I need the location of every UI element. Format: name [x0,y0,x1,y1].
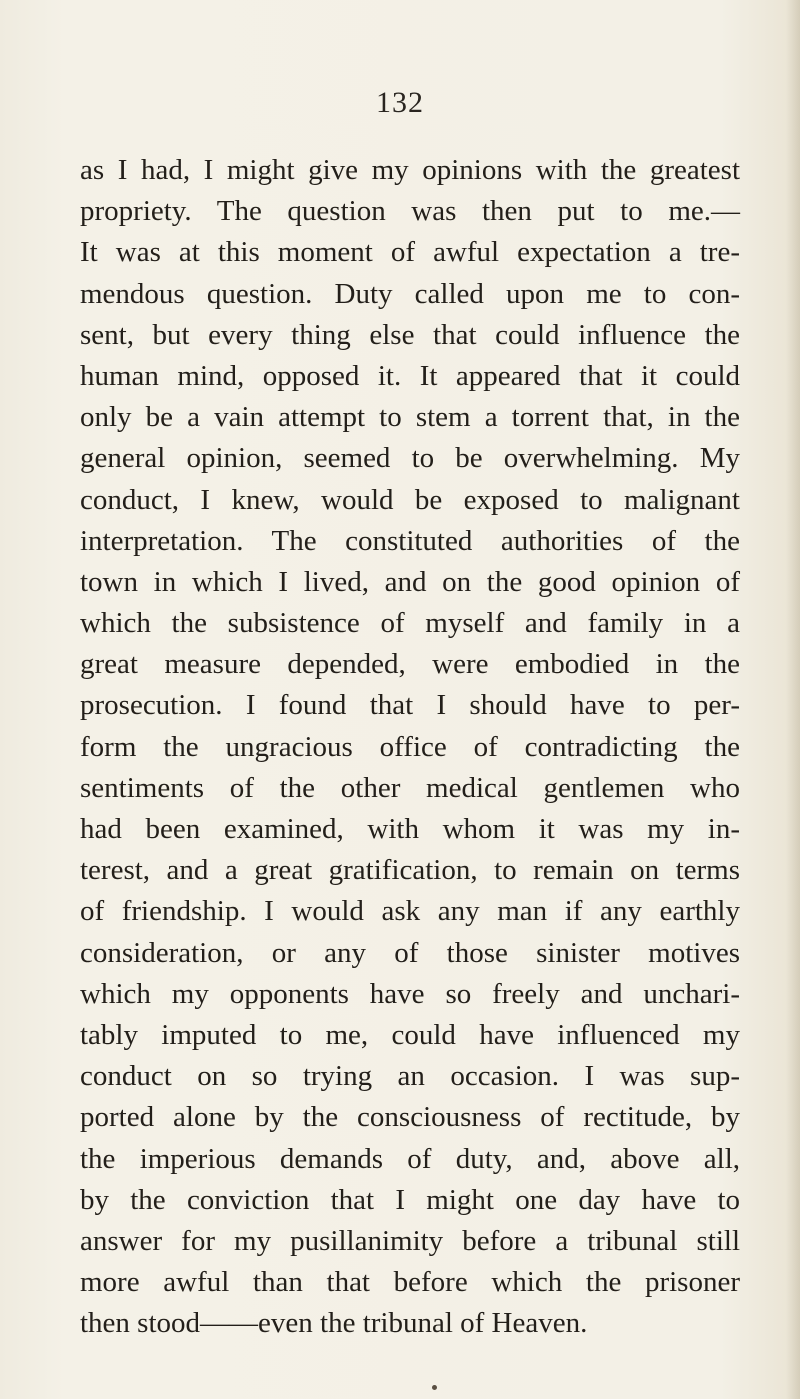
text-line: sent, but every thing else that could influence the [80,318,740,351]
page-edge-shadow [786,0,800,1399]
text-line: the imperious demands of duty, and, above all, [80,1142,740,1175]
text-line: terest, and a great gratification, to remain on terms [80,854,740,887]
text-line: conduct, I knew, would be exposed to malignant [80,483,740,516]
text-line: great measure depended, were embodied in the [80,648,740,681]
text-line: as I had, I might give my opinions with the greatest [80,154,740,186]
ink-speck [432,1385,437,1390]
text-line: propriety. The question was then put to me.— [80,195,740,228]
text-line: general opinion, seemed to be overwhelming. My [80,442,740,475]
text-line: conduct on so trying an occasion. I was sup- [80,1060,740,1093]
text-line: more awful than that before which the prisoner [80,1266,740,1299]
text-line: by the conviction that I might one day have to [80,1183,740,1216]
text-line: of friendship. I would ask any man if any earthly [80,895,740,928]
text-line: prosecution. I found that I should have to per- [80,689,740,722]
text-line: which the subsistence of myself and family in a [80,607,740,640]
text-line: town in which I lived, and on the good opinion of [80,565,740,598]
text-line: tably imputed to me, could have influenced my [80,1018,740,1051]
text-line: human mind, opposed it. It appeared that it could [80,359,740,392]
text-line: which my opponents have so freely and unchari- [80,977,740,1010]
text-line: mendous question. Duty called upon me to con- [80,277,740,310]
text-line: consideration, or any of those sinister motives [80,936,740,969]
text-line: had been examined, with whom it was my in- [80,813,740,845]
text-line: only be a vain attempt to stem a torrent that, in the [80,401,740,434]
text-line: form the ungracious office of contradicting the [80,730,740,763]
text-line-last: then stood——even the tribunal of Heaven. [80,1307,588,1340]
text-line: answer for my pusillanimity before a tribunal still [80,1224,740,1257]
text-line: sentiments of the other medical gentlemen who [80,771,740,804]
page-number: 132 [376,86,424,119]
body-text [80,150,740,1344]
text-line: ported alone by the consciousness of rectitude, by [80,1101,740,1134]
text-line: interpretation. The constituted authorities of the [80,524,740,557]
text-line: It was at this moment of awful expectation a tre- [80,236,740,269]
